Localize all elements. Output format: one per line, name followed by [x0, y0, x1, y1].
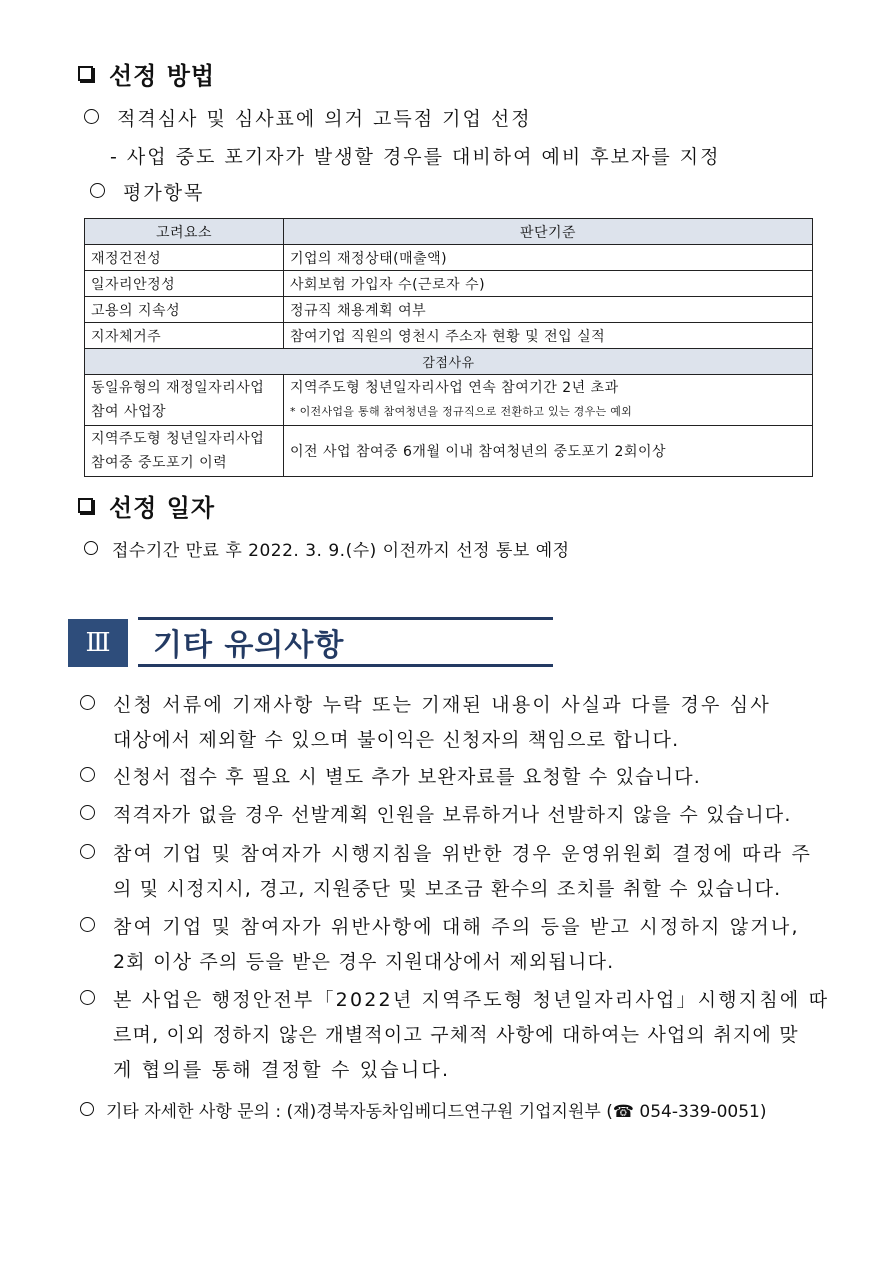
exception-note: * 이전사업을 통해 참여청년을 정규직으로 전환하고 있는 경우는 예외	[290, 405, 633, 418]
circle-bullet-icon	[80, 990, 95, 1005]
section-3-heading	[68, 617, 553, 667]
circle-bullet-icon	[84, 541, 98, 555]
section-title: 선정 방법	[109, 62, 216, 90]
bullet-item: 평가항목	[90, 178, 204, 205]
notice-item: 신청서 접수 후 필요 시 별도 추가 보완자료를 요청할 수 있습니다.	[80, 760, 840, 795]
contact-line: 기타 자세한 사항 문의 : (재)경북자동차임베디드연구원 기업지원부 (☎ 054-339-0051)	[80, 1097, 766, 1122]
table-cell: 참여기업 직원의 영천시 주소자 현황 및 전입 실적	[284, 323, 813, 349]
circle-bullet-icon	[80, 1102, 94, 1116]
notice-item: 참여 기업 및 참여자가 위반사항에 대해 주의 등을 받고 시정하지 않거나, 2회 이상 주의 등을 받은 경우 지원대상에서 제외됩니다.	[80, 910, 840, 980]
table-cell: 일자리안정성	[85, 271, 284, 297]
circle-bullet-icon	[84, 109, 99, 124]
table-cell: 사회보험 가입자 수(근로자 수)	[284, 271, 813, 297]
table-cell: 정규직 채용계획 여부	[284, 297, 813, 323]
bullet-item: 적격심사 및 심사표에 의거 고득점 기업 선정	[84, 104, 532, 131]
table-header-cell: 고려요소	[85, 219, 284, 245]
circle-bullet-icon	[80, 917, 95, 932]
section-heading-method	[78, 56, 215, 91]
table-row	[85, 271, 813, 297]
table-subheader-row	[85, 349, 813, 375]
table-row	[85, 426, 813, 477]
section-numeral: Ⅲ	[68, 619, 128, 667]
table-row	[85, 375, 813, 426]
table-cell: 이전 사업 참여중 6개월 이내 참여청년의 중도포기 2회이상	[284, 426, 813, 477]
table-cell: 동일유형의 재정일자리사업 참여 사업장	[85, 375, 284, 426]
circle-bullet-icon	[80, 767, 95, 782]
section-title: 기타 유의사항	[138, 617, 553, 667]
circle-bullet-icon	[80, 805, 95, 820]
table-cell: 지자체거주	[85, 323, 284, 349]
circle-bullet-icon	[80, 695, 95, 710]
notice-item: 신청 서류에 기재사항 누락 또는 기재된 내용이 사실과 다를 경우 심사 대상에서 제외할 수 있으며 불이익은 신청자의 책임으로 합니다.	[80, 688, 840, 758]
table-row	[85, 323, 813, 349]
square-bullet-icon	[78, 66, 93, 81]
notice-item: 적격자가 없을 경우 선발계획 인원을 보류하거나 선발하지 않을 수 있습니다.	[80, 798, 840, 833]
section-title: 선정 일자	[109, 494, 216, 522]
sub-item: - 사업 중도 포기자가 발생할 경우를 대비하여 예비 후보자를 지정	[110, 146, 721, 168]
table-header-row	[85, 219, 813, 245]
notice-item: 본 사업은 행정안전부「2022년 지역주도형 청년일자리사업」시행지침에 따 르며, 이외 정하지 않은 개별적이고 구체적 사항에 대하여는 사업의 취지에 맞 게 협의를 통해 결정할 수 있습니다.	[80, 983, 840, 1088]
table-cell: 기업의 재정상태(매출액)	[284, 245, 813, 271]
evaluation-criteria-table	[84, 218, 813, 477]
table-cell: 지역주도형 청년일자리사업 연속 참여기간 2년 초과 * 이전사업을 통해 참여청년을 정규직으로 전환하고 있는 경우는 예외	[284, 375, 813, 426]
square-bullet-icon	[78, 498, 93, 513]
section-heading-date	[78, 488, 215, 523]
table-header-cell: 판단기준	[284, 219, 813, 245]
notice-item: 참여 기업 및 참여자가 시행지침을 위반한 경우 운영위원회 결정에 따라 주 의 및 시정지시, 경고, 지원중단 및 보조금 환수의 조치를 취할 수 있습니다.	[80, 837, 840, 907]
table-row	[85, 297, 813, 323]
bullet-item: 접수기간 만료 후 2022. 3. 9.(수) 이전까지 선정 통보 예정	[84, 536, 570, 561]
circle-bullet-icon	[90, 183, 105, 198]
table-row	[85, 245, 813, 271]
table-cell: 재정건전성	[85, 245, 284, 271]
circle-bullet-icon	[80, 844, 95, 859]
deduction-header: 감점사유	[85, 349, 813, 375]
table-cell: 지역주도형 청년일자리사업 참여중 중도포기 이력	[85, 426, 284, 477]
table-cell: 고용의 지속성	[85, 297, 284, 323]
